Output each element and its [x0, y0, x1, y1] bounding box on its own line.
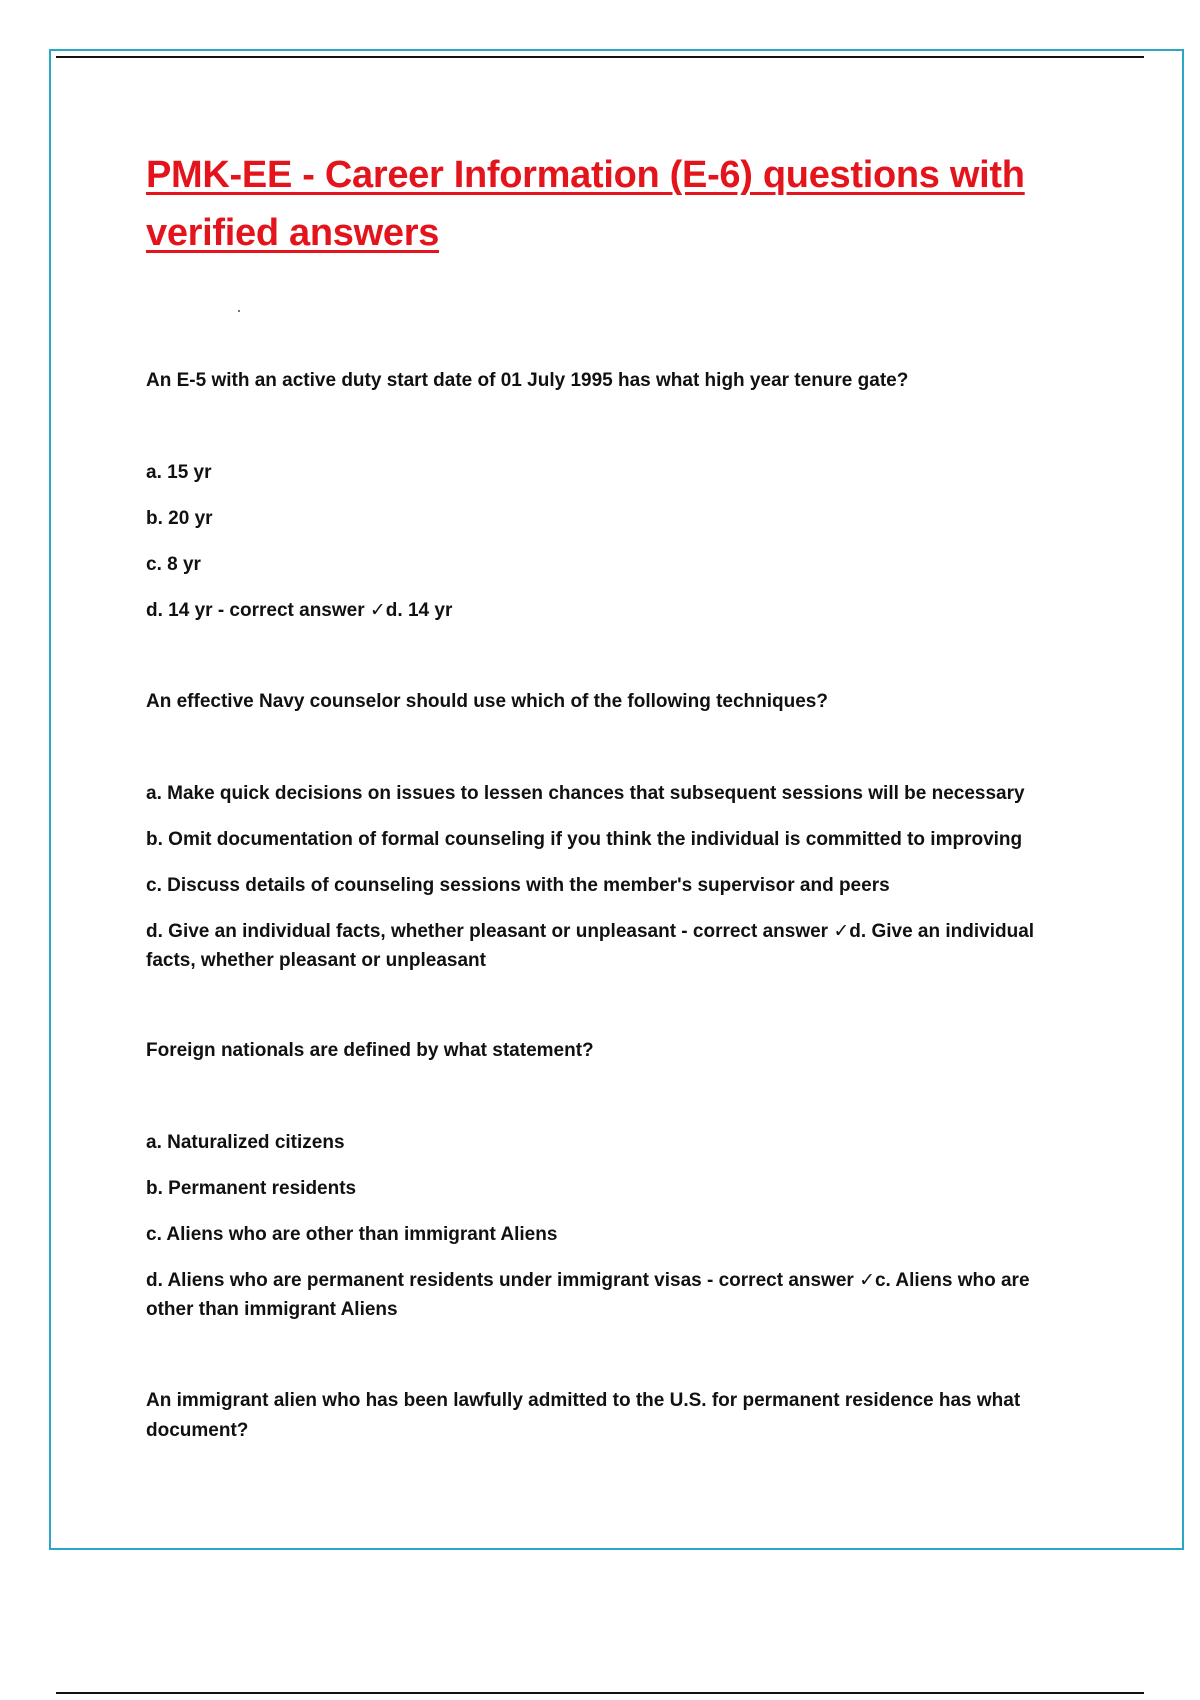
question-block-3	[146, 1036, 1066, 1066]
option-d-answer: d. Aliens who are permanent residents under immigrant visas - correct answer ✓c. Aliens who are other than immigrant Aliens	[146, 1270, 1030, 1320]
stray-dot	[238, 310, 240, 312]
document-title: PMK-EE - Career Information (E-6) questions with verified answers	[146, 154, 1025, 254]
question-text: Foreign nationals are defined by what statement?	[146, 1040, 594, 1061]
option-a: a. 15 yr	[146, 462, 212, 483]
question-block-4	[146, 1386, 1066, 1446]
option-b: b. Omit documentation of formal counseling if you think the individual is committed to improving	[146, 829, 1023, 850]
footer-rule	[56, 1692, 1144, 1694]
option-b: b. Permanent residents	[146, 1178, 357, 1199]
option-d-answer: d. 14 yr - correct answer ✓d. 14 yr	[146, 600, 453, 621]
options-list-2	[146, 779, 1066, 975]
question-text: An effective Navy counselor should use which of the following techniques?	[146, 691, 828, 712]
question-text: An immigrant alien who has been lawfully admitted to the U.S. for permanent residence has what document?	[146, 1390, 1021, 1441]
question-block-2	[146, 687, 1066, 717]
option-a: a. Make quick decisions on issues to lessen chances that subsequent sessions will be necessary	[146, 783, 1025, 804]
option-c: c. Aliens who are other than immigrant Aliens	[146, 1224, 558, 1245]
header-rule	[56, 56, 1144, 58]
question-text: An E-5 with an active duty start date of 01 July 1995 has what high year tenure gate?	[146, 370, 909, 391]
option-d-answer: d. Give an individual facts, whether pleasant or unpleasant - correct answer ✓d. Give an individual facts, whether pleasant or unpleasant	[146, 921, 1035, 971]
question-block-1	[146, 366, 1066, 396]
option-c: c. Discuss details of counseling sessions with the member's supervisor and peers	[146, 875, 890, 896]
document-body	[146, 146, 1066, 1441]
option-c: c. 8 yr	[146, 554, 201, 575]
options-list-3	[146, 1128, 1066, 1324]
option-a: a. Naturalized citizens	[146, 1132, 345, 1153]
options-list-1	[146, 458, 1066, 625]
option-b: b. 20 yr	[146, 508, 213, 529]
